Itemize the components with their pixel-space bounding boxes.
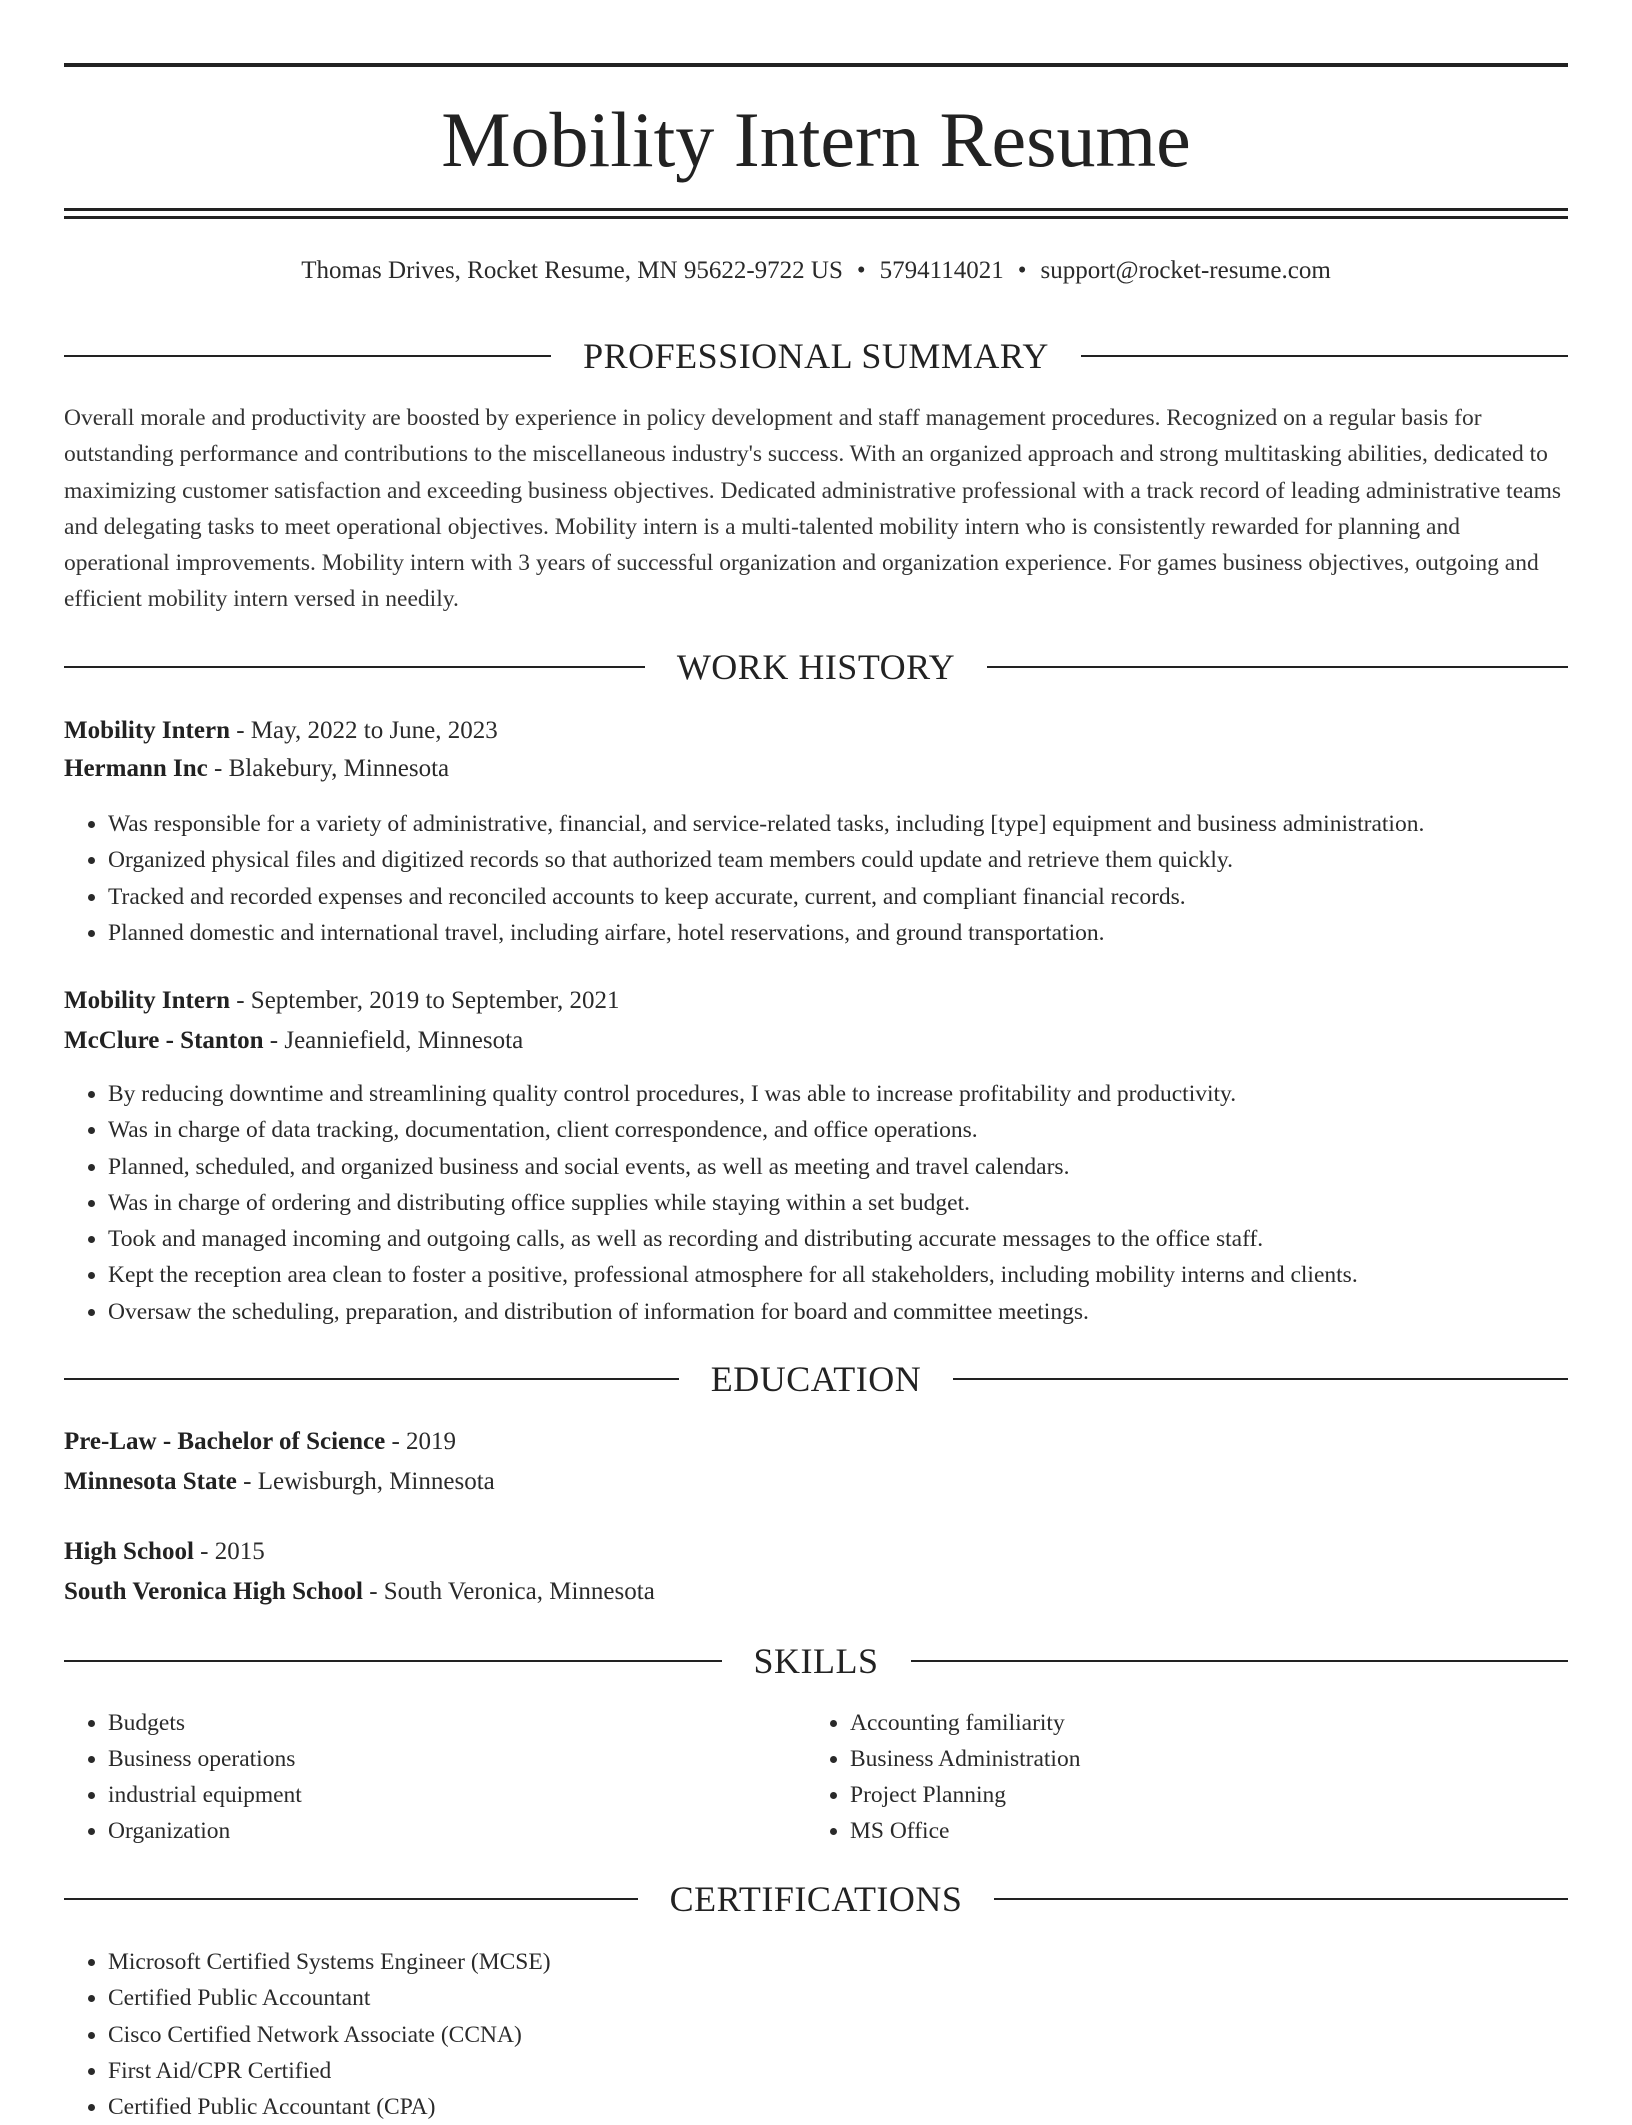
skill-item: • MS Office (850, 1813, 1080, 1849)
job-company-line (64, 751, 449, 787)
list-item: • Took and managed incoming and outgoing calls, as well as recording and distributing accurate messages to the office staff. (108, 1221, 1568, 1257)
heading-rule (1081, 355, 1568, 357)
list-item: • Oversaw the scheduling, preparation, and distribution of information for board and committee meetings. (108, 1294, 1568, 1330)
education-degree-line (64, 1424, 456, 1460)
certification-item: • Microsoft Certified Systems Engineer (MCSE) (108, 1944, 1568, 1980)
title-rule-lower (64, 216, 1568, 219)
list-item: • Was in charge of data tracking, documentation, client correspondence, and office operations. (108, 1112, 1568, 1148)
list-item: • Planned domestic and international travel, including airfare, hotel reservations, and ground transportation. (108, 915, 1568, 951)
job-company: McClure - Stanton (64, 1027, 264, 1054)
job-location: - Jeanniefield, Minnesota (263, 1027, 524, 1054)
heading-rule (64, 1898, 638, 1900)
section-heading-education (64, 1357, 1568, 1401)
skill-item: • Business Administration (850, 1741, 1080, 1777)
skill-item: • Budgets (108, 1705, 302, 1741)
job-title-line (64, 983, 620, 1019)
list-item: • By reducing downtime and streamlining quality control procedures, I was able to increase profitability and productivity. (108, 1076, 1568, 1112)
skill-item: • industrial equipment (108, 1777, 302, 1813)
heading-rule (994, 1898, 1568, 1900)
education-school: South Veronica High School (64, 1578, 363, 1605)
contact-separator: • (1017, 257, 1027, 284)
contact-line (64, 256, 1568, 286)
education-location: - Lewisburgh, Minnesota (236, 1468, 495, 1495)
skill-item: • Accounting familiarity (850, 1705, 1080, 1741)
heading-rule (64, 666, 645, 668)
skills-list-left (64, 1705, 302, 1849)
section-title: CERTIFICATIONS (669, 1879, 963, 1919)
education-degree: High School (64, 1538, 194, 1565)
education-school: Minnesota State (64, 1468, 237, 1495)
list-item: • Kept the reception area clean to foster a positive, professional atmosphere for all stakeholders, including mobility interns and clients. (108, 1257, 1568, 1293)
job-title: Mobility Intern (64, 987, 230, 1014)
contact-separator: • (856, 257, 866, 284)
skill-item: • Business operations (108, 1741, 302, 1777)
job-company: Hermann Inc (64, 755, 208, 782)
education-year: - 2019 (385, 1428, 457, 1455)
title-rule-upper (64, 208, 1568, 211)
certifications-list (64, 1944, 1568, 2125)
heading-rule (953, 1378, 1568, 1380)
education-degree-line (64, 1534, 265, 1570)
job-dates: - September, 2019 to September, 2021 (229, 987, 620, 1014)
education-school-line (64, 1574, 655, 1610)
section-heading-skills (64, 1639, 1568, 1683)
top-rule (64, 63, 1568, 67)
job-location: - Blakebury, Minnesota (207, 755, 450, 782)
education-year: - 2015 (193, 1538, 265, 1565)
job-title-line (64, 713, 498, 749)
section-heading-summary (64, 334, 1568, 378)
certification-item: • Certified Public Accountant (CPA) (108, 2089, 1568, 2125)
education-degree: Pre-Law - Bachelor of Science (64, 1428, 386, 1455)
summary-text: Overall morale and productivity are boosted by experience in policy development and staff management procedures. Recognized on a regular basis for outstanding performance and contributions to the miscellaneous industry's success. With an organized approach and strong multitasking abilities, dedicated to maximizing customer satisfaction and exceeding business objectives. Dedicated administrative professional with a track record of leading administrative teams and delegating tasks to meet operational objectives. Mobility intern is a multi-talented mobility intern who is consistently rewarded for planning and operational improvements. Mobility intern with 3 years of successful organization and organization experience. For games business objectives, outgoing and efficient mobility intern versed in needily. (64, 405, 1562, 613)
heading-rule (911, 1660, 1569, 1662)
contact-address: Thomas Drives, Rocket Resume, MN 95622-9722 US (301, 257, 843, 284)
section-title: WORK HISTORY (676, 647, 956, 687)
list-item: • Planned, scheduled, and organized business and social events, as well as meeting and travel calendars. (108, 1149, 1568, 1185)
contact-email: support@rocket-resume.com (1040, 257, 1331, 284)
heading-rule (987, 666, 1568, 668)
section-heading-work-history (64, 645, 1568, 689)
heading-rule (64, 1378, 679, 1380)
skill-item: • Project Planning (850, 1777, 1080, 1813)
education-location: - South Veronica, Minnesota (362, 1578, 655, 1605)
skills-list-right (806, 1705, 1080, 1849)
certification-item: • Cisco Certified Network Associate (CCNA) (108, 2017, 1568, 2053)
certification-item: • First Aid/CPR Certified (108, 2053, 1568, 2089)
resume-title: Mobility Intern Resume (441, 96, 1191, 183)
list-item: • Was responsible for a variety of administrative, financial, and service-related tasks, including [type] equipment and business administration. (108, 806, 1568, 842)
section-title: EDUCATION (710, 1359, 922, 1399)
job-title: Mobility Intern (64, 717, 230, 744)
job-bullets (64, 806, 1568, 951)
job-company-line (64, 1023, 523, 1059)
job-bullets (64, 1076, 1568, 1330)
list-item: • Organized physical files and digitized records so that authorized team members could update and retrieve them quickly. (108, 842, 1568, 878)
list-item: • Was in charge of ordering and distributing office supplies while staying within a set budget. (108, 1185, 1568, 1221)
education-school-line (64, 1464, 495, 1500)
heading-rule (64, 355, 551, 357)
section-title: SKILLS (753, 1641, 879, 1681)
contact-phone: 5794114021 (879, 257, 1004, 284)
certification-item: • Certified Public Accountant (108, 1980, 1568, 2016)
heading-rule (64, 1660, 722, 1662)
section-heading-certifications (64, 1877, 1568, 1921)
section-title: PROFESSIONAL SUMMARY (583, 336, 1049, 376)
list-item: • Tracked and recorded expenses and reconciled accounts to keep accurate, current, and compliant financial records. (108, 879, 1568, 915)
job-dates: - May, 2022 to June, 2023 (229, 717, 498, 744)
skill-item: • Organization (108, 1813, 302, 1849)
